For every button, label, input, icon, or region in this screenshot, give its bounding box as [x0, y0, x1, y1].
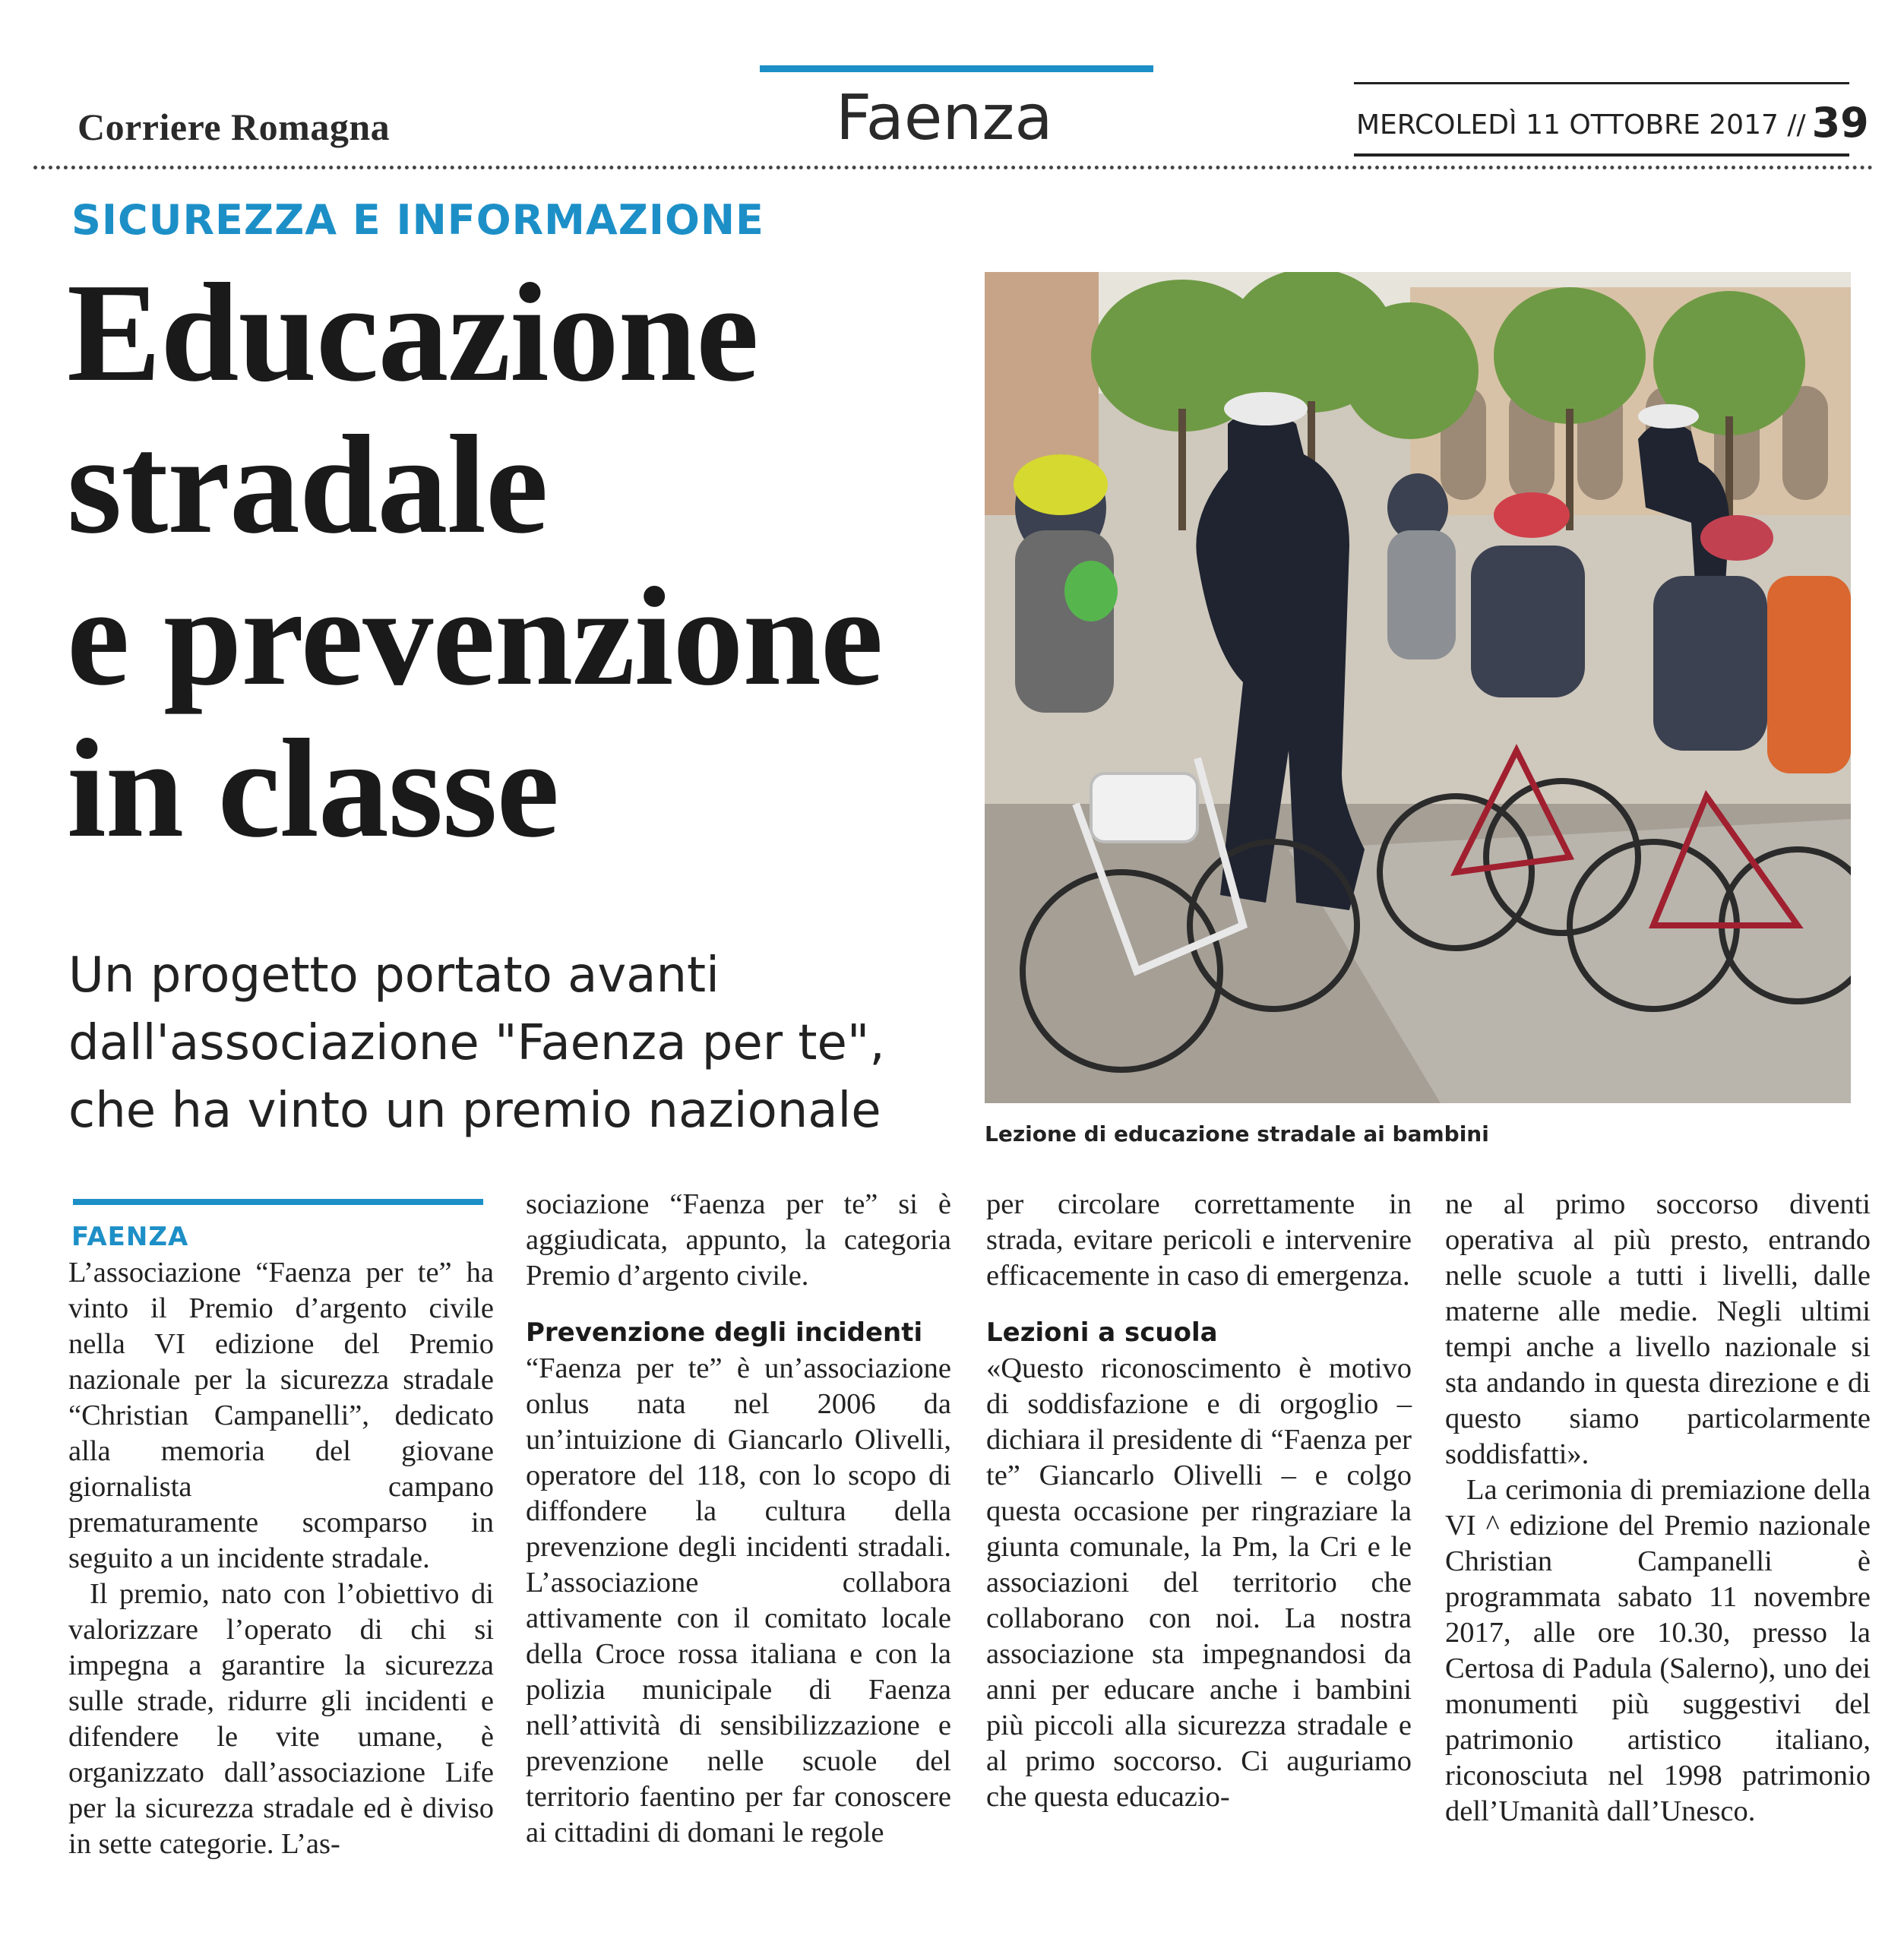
section-subheading: Prevenzione degli incidenti — [526, 1317, 923, 1348]
body-column-4 — [1445, 1187, 1871, 1830]
headline-line: stradale — [67, 406, 548, 563]
dateline-place: FAENZA — [71, 1222, 189, 1252]
subhead-line: Un progetto portato avanti — [68, 947, 720, 1004]
subhead-line: che ha vinto un premio nazionale — [68, 1083, 881, 1139]
body-paragraph: «Questo riconoscimento è motivo di soddisfazione e di orgoglio – dichiara il presidente di “Faenza per te” Giancarlo Olivelli – e colgo questa occasione per ringraziare la giunta comunale, la Pm, la Cri e le associazioni del territorio che collaborano con noi. La nostra associazione sta impegnandosi da anni per educare anche i bambini più piccoli alla sicurezza stradale e al primo soccorso. Ci auguriamo che questa educazio- — [986, 1352, 1412, 1813]
article-subheadline — [68, 942, 980, 1145]
dateline-accent-rule — [73, 1199, 483, 1205]
body-paragraph: La cerimonia di premiazione della VI ^ edizione del Premio nazionale Christian Campanelli è programmata sabato 11 novembre 2017, alle ore 10.30, presso la Certosa di Padula (Salerno), uno dei monumenti più suggestivi del patrimonio artistico italiano, riconosciuta nel 1998 patrimonio dell’Umanità dall’Unesco. — [1445, 1474, 1871, 1827]
body-column-1 — [68, 1255, 494, 1862]
body-paragraph: ne al primo soccorso diventi operativa al più presto, entrando nelle scuole a tutti i livelli, dalle materne alle medie. Negli ultimi tempi anche a livello nazionale si sta andando in questa direzione e di questo siamo particolarmente soddisfatti». — [1445, 1188, 1871, 1470]
masthead-accent-bar — [760, 65, 1153, 72]
body-paragraph: “Faenza per te” è un’associazione onlus nata nel 2006 da un’intuizione di Giancarlo Olivelli, operatore del 118, con lo scopo di diffondere la cultura della prevenzione degli incidenti stradali. L’associazione collabora attivamente con il comitato locale della Croce rossa italiana e con la polizia municipale di Faenza nell’attività di sensibilizzazione e prevenzione nelle scuole del territorio faentino per far conoscere ai cittadini di domani le regole — [526, 1352, 951, 1849]
body-column-3 — [986, 1187, 1412, 1815]
dateline-rule-bottom — [1354, 153, 1849, 157]
date-text: MERCOLEDÌ 11 OTTOBRE 2017 // — [1356, 109, 1806, 141]
body-column-2 — [526, 1187, 951, 1851]
headline-line: in classe — [67, 710, 559, 867]
page-number: 39 — [1811, 99, 1869, 147]
headline-line: e prevenzione — [67, 558, 883, 715]
article-kicker: SICUREZZA E INFORMAZIONE — [71, 196, 764, 244]
newspaper-name: Corriere Romagna — [77, 106, 391, 148]
dateline — [1356, 99, 1869, 147]
dotted-divider — [33, 166, 1874, 169]
section-title: Faenza — [836, 82, 1053, 154]
photo-caption: Lezione di educazione stradale ai bambini — [985, 1121, 1489, 1146]
photo-illustration — [985, 272, 1851, 1103]
article-headline — [67, 257, 963, 865]
subhead-line: dall'associazione "Faenza per te", — [68, 1015, 885, 1071]
body-paragraph: Il premio, nato con l’obiettivo di valorizzare l’operato di chi si impegna a garantire la sicurezza sulle strade, ridurre gli incidenti e difendere le vite umane, è organizzato dall’associazione Life per la sicurezza stradale ed è diviso in sette categorie. L’as- — [68, 1578, 494, 1860]
headline-line: Educazione — [67, 255, 758, 411]
body-paragraph: L’associazione “Faenza per te” ha vinto il Premio d’argento civile nella VI edizione del Premio nazionale per la sicurezza stradale “Christian Campanelli”, dedicato alla memoria del giovane giornalista campano prematuramente scomparso in seguito a un incidente stradale. — [68, 1257, 494, 1574]
body-paragraph: sociazione “Faenza per te” si è aggiudicata, appunto, la categoria Premio d’argento civile. — [526, 1188, 951, 1292]
article-photo — [985, 272, 1851, 1103]
section-subheading: Lezioni a scuola — [986, 1317, 1218, 1348]
body-paragraph: per circolare correttamente in strada, evitare pericoli e intervenire efficacemente in caso di emergenza. — [986, 1188, 1412, 1292]
dateline-rule-top — [1354, 82, 1849, 84]
